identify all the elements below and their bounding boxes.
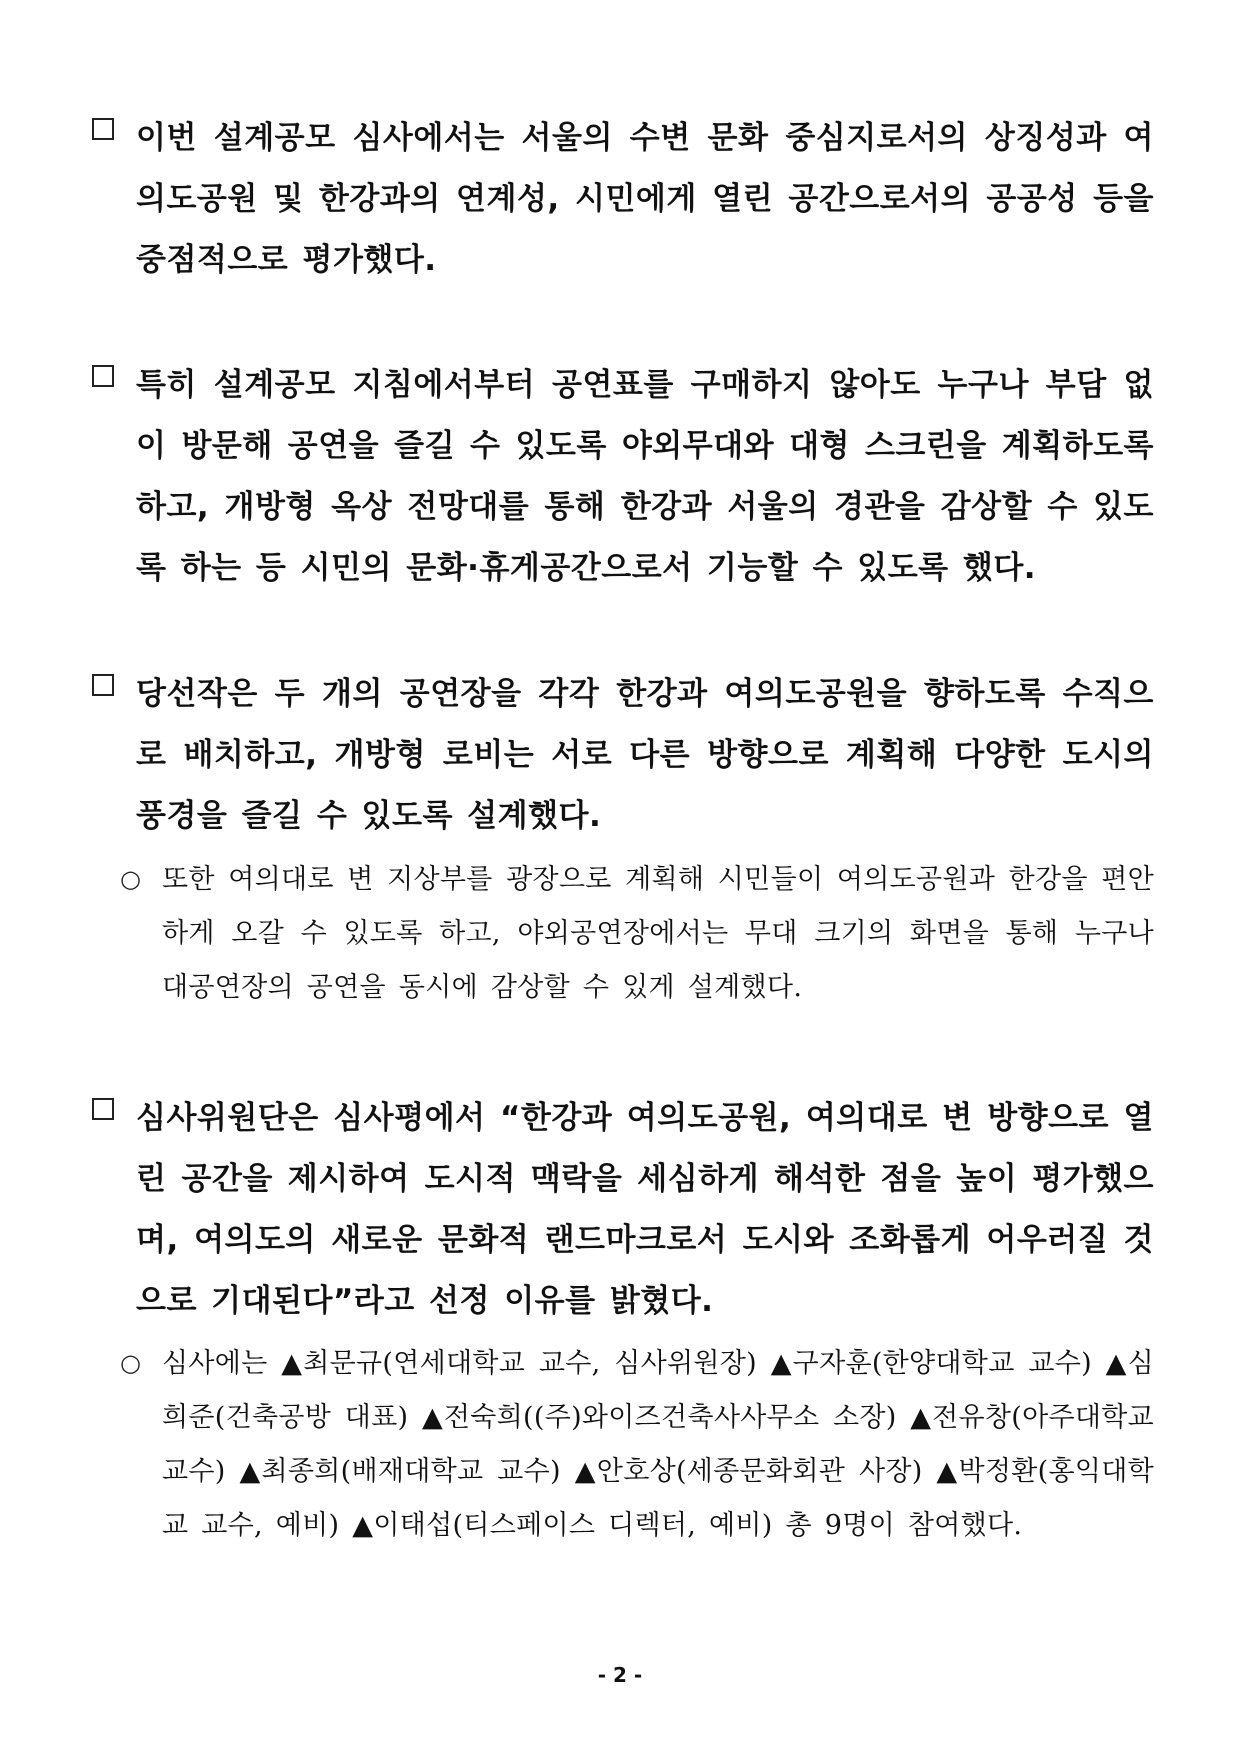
paragraph-4-subitem-text: 심사에는 ▲최문규(연세대학교 교수, 심사위원장) ▲구자훈(한양대학교 교수) ▲심희준(건축공방 대표) ▲전숙희((주)와이즈건축사사무소 소장) ▲전유창(아주대학교 교수) ▲최종희(배재대학교 교수) ▲안호상(세종문화회관 사장) ▲박정환(홍익대학교 교수, 예비) ▲이태섭(티스페이스 디렉터, 예비) 총 9명이 참여했다.: [162, 1348, 1154, 1541]
paragraph-4-text: 심사위원단은 심사평에서 “한강과 여의도공원, 여의대로 변 방향으로 열린 공간을 제시하여 도시적 맥락을 세심하게 해석한 점을 높이 평가했으며, 여의도의 새로운 문화적 랜드마크로서 도시와 조화롭게 어우러질 것으로 기대된다”라고 선정 이유를 밝혔다.: [136, 1100, 1154, 1319]
paragraph-3-text: 당선작은 두 개의 공연장을 각각 한강과 여의도공원을 향하도록 수직으로 배치하고, 개방형 로비는 서로 다른 방향으로 계획해 다양한 도시의 풍경을 즐길 수 있도록 설계했다.: [136, 676, 1154, 834]
square-bullet-icon: [92, 365, 114, 387]
paragraph-2-text: 특히 설계공모 지침에서부터 공연표를 구매하지 않아도 누구나 부담 없이 방문해 공연을 즐길 수 있도록 야외무대와 대형 스크린을 계획하도록 하고, 개방형 옥상 전망대를 통해 한강과 서울의 경관을 감상할 수 있도록 하는 등 시민의 문화·휴게공간으로서 기능할 수 있도록 했다.: [136, 367, 1154, 586]
circle-bullet-icon: ○: [120, 865, 141, 893]
square-bullet-icon: [92, 674, 114, 696]
paragraph-3-subitem-text: 또한 여의대로 변 지상부를 광장으로 계획해 시민들이 여의도공원과 한강을 편안하게 오갈 수 있도록 하고, 야외공연장에서는 무대 크기의 화면을 통해 누구나 대공연장의 공연을 동시에 감상할 수 있게 설계했다.: [162, 864, 1154, 1003]
square-bullet-icon: [92, 118, 114, 140]
circle-bullet-icon: ○: [120, 1349, 141, 1377]
page-number: - 2 -: [597, 1663, 643, 1687]
square-bullet-icon: [92, 1098, 114, 1120]
paragraph-1-text: 이번 설계공모 심사에서는 서울의 수변 문화 중심지로서의 상징성과 여의도공원 및 한강과의 연계성, 시민에게 열린 공간으로서의 공공성 등을 중점적으로 평가했다.: [136, 120, 1154, 278]
